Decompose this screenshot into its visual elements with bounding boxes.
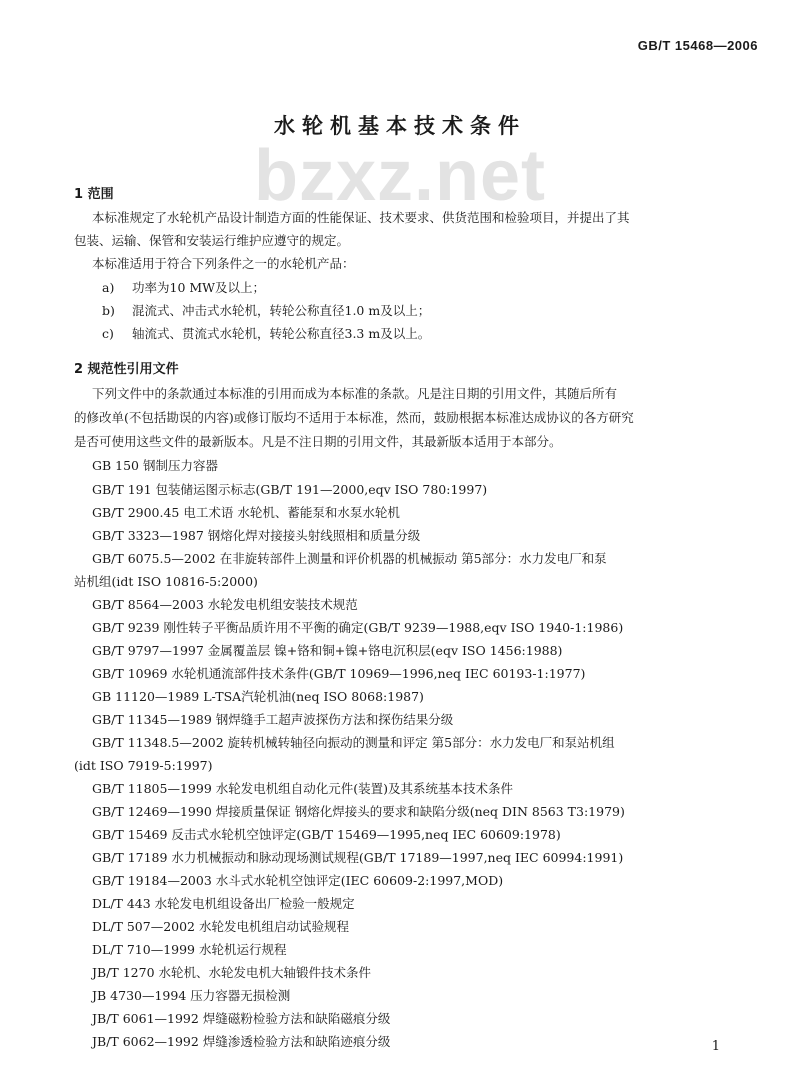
references-intro-line-3: 是否可使用这些文件的最新版本。凡是不注日期的引用文件，其最新版本适用于本部分。 <box>74 434 562 449</box>
references-intro-line-1: 下列文件中的条款通过本标准的引用而成为本标准的条款。凡是注日期的引用文件，其随后所有 <box>92 386 618 401</box>
reference-entry: GB/T 10969 水轮机通流部件技术条件(GB/T 10969—1996,neq IEC 60193-1:1977) <box>92 666 586 681</box>
reference-entry: JB 4730—1994 压力容器无损检测 <box>92 988 291 1003</box>
section-2-heading: 2 规范性引用文件 <box>74 362 179 377</box>
reference-entry: GB 150 钢制压力容器 <box>92 458 218 473</box>
reference-entry: GB/T 8564—2003 水轮发电机组安装技术规范 <box>92 597 358 612</box>
reference-entry: DL/T 507—2002 水轮发电机组启动试验规程 <box>92 919 349 934</box>
reference-entry: GB/T 12469—1990 焊接质量保证 钢熔化焊接头的要求和缺陷分级(neq DIN 8563 T3:1979) <box>92 804 625 819</box>
reference-entry: GB/T 17189 水力机械振动和脉动现场测试规程(GB/T 17189—1997,neq IEC 60994:1991) <box>92 850 624 865</box>
reference-entry: GB/T 11805—1999 水轮发电机组自动化元件(装置)及其系统基本技术条件 <box>92 781 513 796</box>
reference-entry: GB/T 9797—1997 金属覆盖层 镍+铬和铜+镍+铬电沉积层(eqv ISO 1456:1988) <box>92 643 563 658</box>
reference-entry: GB/T 11345—1989 钢焊缝手工超声波探伤方法和探伤结果分级 <box>92 712 454 727</box>
reference-entry: JB/T 1270 水轮机、水轮发电机大轴锻件技术条件 <box>92 965 372 980</box>
reference-entry: GB 11120—1989 L-TSA汽轮机油(neq ISO 8068:1987) <box>92 689 424 704</box>
reference-entry-continuation: 站机组(idt ISO 10816-5:2000) <box>74 574 258 589</box>
reference-entry: GB/T 11348.5—2002 旋转机械转轴径向振动的测量和评定 第5部分：水力发电厂和泵站机组 <box>92 735 615 750</box>
standard-number-header: GB/T 15468—2006 <box>637 38 758 53</box>
scope-item-a-letter: a) <box>102 280 115 295</box>
scope-item-c-text: 轴流式、贯流式水轮机，转轮公称直径3.3 m及以上。 <box>132 326 431 341</box>
scope-item-a-text: 功率为10 MW及以上； <box>132 280 266 295</box>
scope-item-c <box>102 328 430 341</box>
scope-item-a <box>102 282 265 295</box>
document-title: 水轮机基本技术条件 <box>274 113 526 138</box>
scope-paragraph-line-2: 包装、运输、保管和安装运行维护应遵守的规定。 <box>74 233 350 248</box>
reference-entry: GB/T 19184—2003 水斗式水轮机空蚀评定(IEC 60609-2:1997,MOD) <box>92 873 504 888</box>
reference-entry: GB/T 6075.5—2002 在非旋转部件上测量和评价机器的机械振动 第5部分：水力发电厂和泵 <box>92 551 607 566</box>
watermark: bzxz.net <box>253 136 547 216</box>
reference-entry: GB/T 3323—1987 钢熔化焊对接接头射线照相和质量分级 <box>92 528 421 543</box>
reference-entry: GB/T 191 包装储运图示标志(GB/T 191—2000,eqv ISO 780:1997) <box>92 482 488 497</box>
reference-entry: GB/T 2900.45 电工术语 水轮机、蓄能泵和水泵水轮机 <box>92 505 400 520</box>
reference-entry: GB/T 9239 刚性转子平衡品质许用不平衡的确定(GB/T 9239—1988,eqv ISO 1940-1:1986) <box>92 620 624 635</box>
scope-item-c-letter: c) <box>102 326 114 341</box>
reference-entry: DL/T 443 水轮发电机组设备出厂检验一般规定 <box>92 896 355 911</box>
scope-item-b-text: 混流式、冲击式水轮机，转轮公称直径1.0 m及以上； <box>132 303 431 318</box>
reference-entry: JB/T 6062—1992 焊缝渗透检验方法和缺陷迹痕分级 <box>92 1034 391 1049</box>
reference-entry: DL/T 710—1999 水轮机运行规程 <box>92 942 287 957</box>
scope-applicability-line: 本标准适用于符合下列条件之一的水轮机产品： <box>92 256 355 271</box>
section-1-heading: 1 范围 <box>74 187 114 202</box>
scope-item-b-letter: b) <box>102 303 115 318</box>
scope-paragraph-line-1: 本标准规定了水轮机产品设计制造方面的性能保证、技术要求、供货范围和检验项目，并提出了其 <box>92 210 630 225</box>
reference-entry-continuation: (idt ISO 7919-5:1997) <box>74 758 213 773</box>
scope-item-b <box>102 305 430 318</box>
references-intro-line-2: 的修改单(不包括勘误的内容)或修订版均不适用于本标准，然而，鼓励根据本标准达成协议的各方研究 <box>74 410 634 425</box>
page-number: 1 <box>711 1039 720 1054</box>
reference-entry: JB/T 6061—1992 焊缝磁粉检验方法和缺陷磁痕分级 <box>92 1011 391 1026</box>
reference-entry: GB/T 15469 反击式水轮机空蚀评定(GB/T 15469—1995,neq IEC 60609:1978) <box>92 827 561 842</box>
